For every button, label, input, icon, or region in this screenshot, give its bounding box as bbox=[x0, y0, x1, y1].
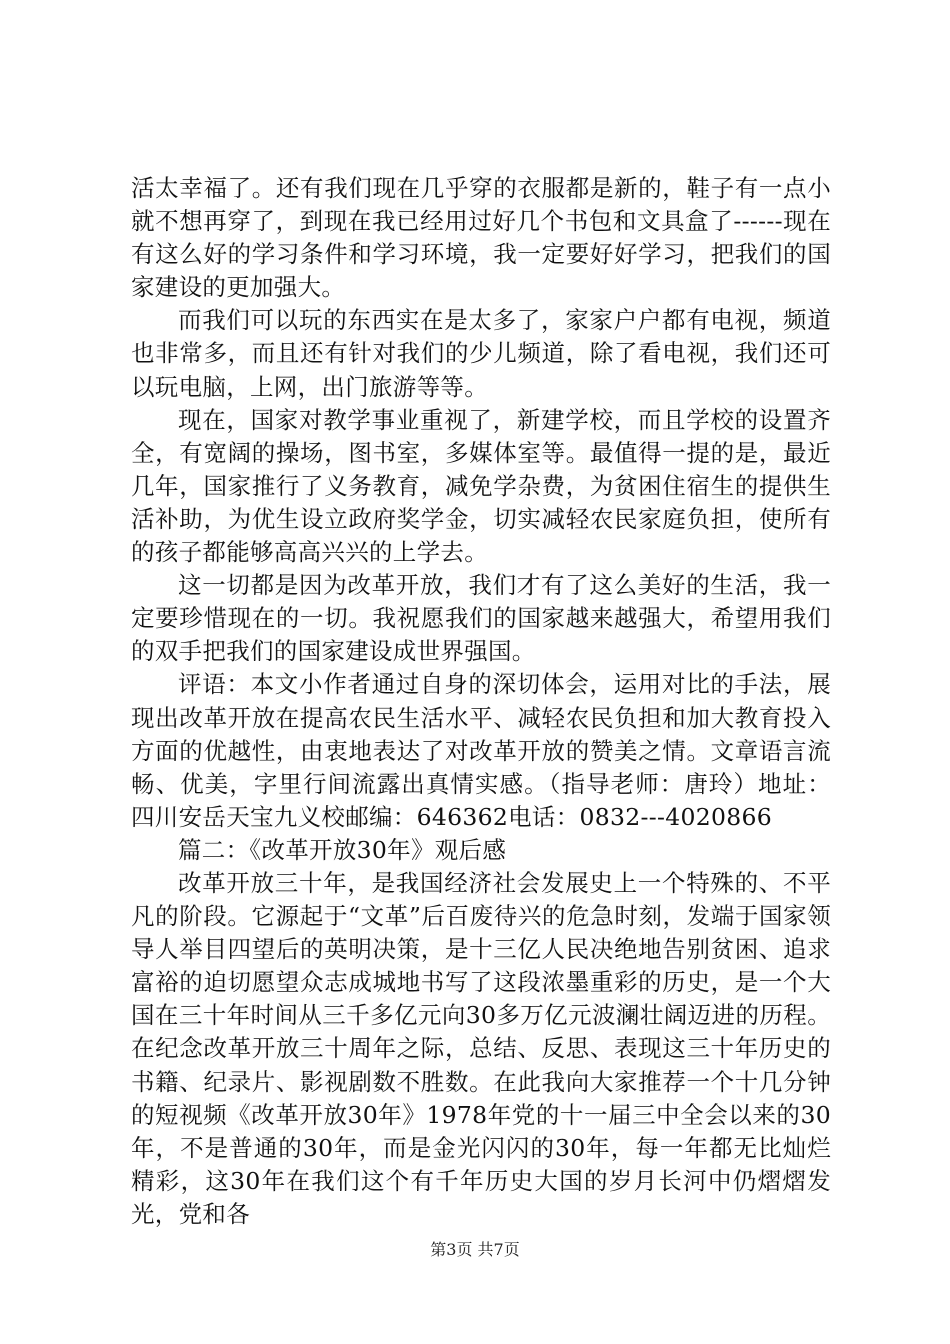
page-total: 共7页 bbox=[477, 1240, 520, 1259]
paragraph-3: 现在，国家对教学事业重视了，新建学校，而且学校的设置齐全，有宽阔的操场，图书室，多媒体室等。最值得一提的是，最近几年，国家推行了义务教育，减免学杂费，为贫困住宿生的提供生活补助，为优生设立政府奖学金，切实减轻农民家庭负担，使所有的孩子都能够高高兴兴的上学去。 bbox=[131, 405, 831, 567]
section-heading: 篇二：《改革开放30年》观后感 bbox=[178, 835, 507, 864]
document-body bbox=[131, 172, 831, 1231]
paragraph-7: 改革开放三十年，是我国经济社会发展史上一个特殊的、不平凡的阶段。它源起于“文革”后百废待兴的危急时刻，发端于国家领导人举目四望后的英明决策，是十三亿人民决绝地告别贫困、追求富裕的迫切愿望众志成城地书写了这段浓墨重彩的历史，是一个大国在三十年时间从三千多亿元向30多万亿元波澜壮阔迈进的历程。在纪念改革开放三十周年之际，总结、反思、表现这三十年历史的书籍、纪录片、影视剧数不胜数。在此我向大家推荐一个十几分钟的短视频《改革开放30年》1978年党的十一届三中全会以来的30年，不是普通的30年，而是金光闪闪的30年，每一年都无比灿烂精彩，这30年在我们这个有千年历史大国的岁月长河中仍熠熠发光，党和各 bbox=[131, 868, 831, 1228]
comment-paragraph: 评语：本文小作者通过自身的深切体会，运用对比的手法，展现出改革开放在提高农民生活水平、减轻农民负担和加大教育投入方面的优越性，由衷地表达了对改革开放的赞美之情。文章语言流畅、优美，字里行间流露出真情实感。（指导老师：唐玲）地址：四川安岳天宝九义校邮编：646362电话：0832---4020866 bbox=[131, 670, 831, 831]
page-footer bbox=[0, 1240, 950, 1260]
paragraph-2: 而我们可以玩的东西实在是太多了，家家户户都有电视，频道也非常多，而且还有针对我们的少儿频道，除了看电视，我们还可以玩电脑，上网，出门旅游等等。 bbox=[131, 306, 831, 401]
paragraph-1: 活太幸福了。还有我们现在几乎穿的衣服都是新的，鞋子有一点小就不想再穿了，到现在我已经用过好几个书包和文具盒了------现在有这么好的学习条件和学习环境，我一定要好好学习，把我们的国家建设的更加强大。 bbox=[131, 174, 831, 302]
page-number: 第3页 bbox=[430, 1240, 473, 1259]
paragraph-4: 这一切都是因为改革开放，我们才有了这么美好的生活，我一定要珍惜现在的一切。我祝愿我们的国家越来越强大，希望用我们的双手把我们的国家建设成世界强国。 bbox=[131, 571, 831, 666]
